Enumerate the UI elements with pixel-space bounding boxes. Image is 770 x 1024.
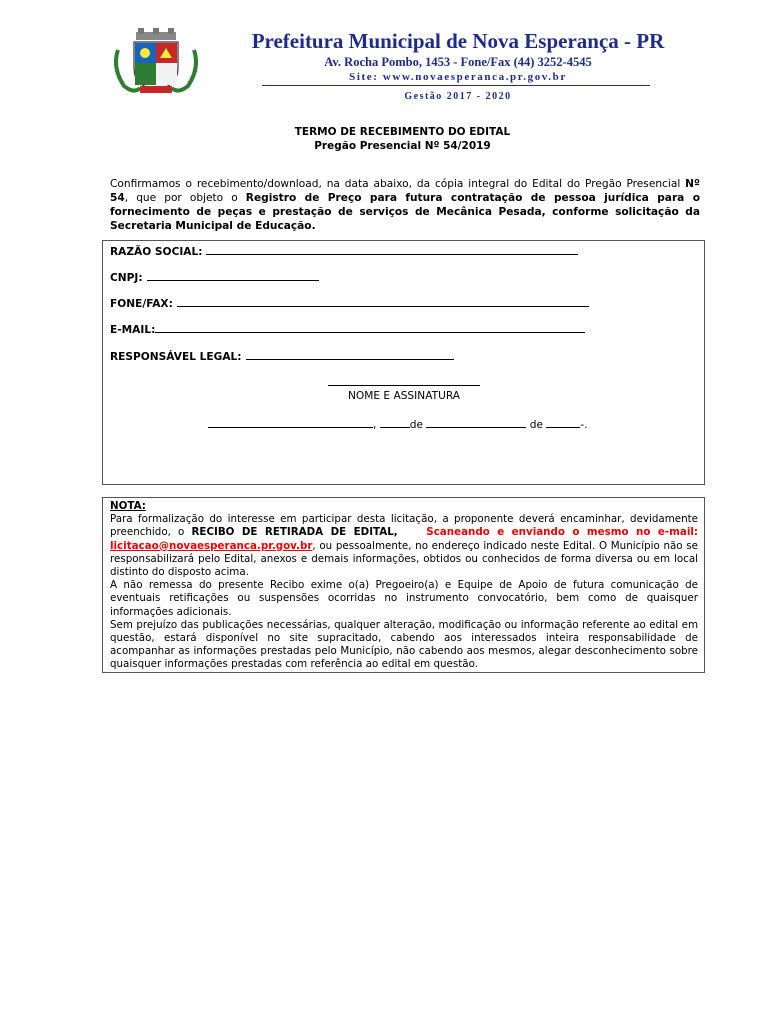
- fone-fax-line[interactable]: [177, 296, 589, 307]
- responsavel-line[interactable]: [246, 349, 454, 360]
- fone-fax-label: FONE/FAX:: [110, 298, 173, 310]
- email-field[interactable]: [110, 322, 585, 336]
- municipality-site: Site: www.novaesperanca.pr.gov.br: [349, 71, 567, 83]
- document-title-block: [100, 125, 705, 153]
- razao-social-line[interactable]: [206, 244, 578, 255]
- date-year-line[interactable]: [546, 417, 580, 428]
- municipality-address: Av. Rocha Pombo, 1453 - Fone/Fax (44) 3252-4545: [324, 55, 592, 69]
- note-paragraph-3: Sem prejuízo das publicações necessárias, qualquer alteração, modificação ou informação referente ao edital em questão, estará disponível no site supracitado, cabendo aos interessados inteira responsabilidade de acompanhar as informações prestadas pelo Município, não cabendo aos mesmos, alegar desconhecimento sobre quaisquer informações prestadas com referência ao edital em questão.: [110, 618, 698, 671]
- note-p1-c: Scaneando e enviando o mesmo no e-mail:: [426, 526, 698, 539]
- fone-fax-field[interactable]: [110, 296, 589, 310]
- note-p1-a: Para formalização do interesse em participar desta licitação, a proponente deverá encaminhar, devidamente preenchido, o: [110, 513, 698, 539]
- intro-text-1: Confirmamos o recebimento/download, na data abaixo, da cópia integral do Edital do Pregão Presencial: [110, 178, 686, 190]
- date-comma: ,: [373, 419, 377, 431]
- intro-text-2: , que por objeto o: [124, 192, 246, 204]
- signature-line[interactable]: [328, 385, 480, 386]
- email-line[interactable]: [155, 322, 585, 333]
- signature-label: NOME E ASSINATURA: [347, 390, 461, 402]
- note-paragraph-1: [110, 513, 698, 579]
- note-text: [110, 500, 698, 672]
- date-month-line[interactable]: [426, 417, 526, 428]
- note-paragraph-2: A não remessa do presente Recibo exime o(a) Pregoeiro(a) e Equipe de Apoio de futura comunicação de eventuais retificações ou suspensões ocorridas no instrumento convocatório, bem como de quaisquer informações adicionais.: [110, 579, 698, 618]
- intro-number: Nº 54: [110, 178, 700, 204]
- date-end: -.: [580, 419, 588, 431]
- cnpj-line[interactable]: [147, 270, 319, 281]
- date-de-2: de: [529, 419, 543, 431]
- email-label: E-MAIL:: [110, 324, 156, 336]
- administration-term: Gestão 2017 - 2020: [404, 91, 512, 102]
- note-p1-b: RECIBO DE RETIRADA DE EDITAL,: [191, 526, 398, 539]
- note-p1-d: , ou pessoalmente, no endereço indicado neste Edital. O Município não se responsabilizará pelo Edital, anexos e demais informações, obtidos ou conhecidos de forma diversa ou em local distinto do disposto acima.: [110, 539, 698, 579]
- razao-social-label: RAZÃO SOCIAL:: [110, 246, 203, 258]
- intro-paragraph: [110, 177, 700, 233]
- note-email-link[interactable]: licitacao@novaesperanca.pr.gov.br: [110, 539, 313, 552]
- date-de-1: de: [409, 419, 423, 431]
- responsavel-label: RESPONSÁVEL LEGAL:: [110, 351, 242, 363]
- note-heading: NOTA:: [110, 500, 146, 512]
- date-city-line[interactable]: [208, 417, 373, 428]
- municipal-coat-of-arms: [110, 28, 202, 96]
- document-subtitle: Pregão Presencial Nº 54/2019: [314, 140, 491, 152]
- municipality-title: Prefeitura Municipal de Nova Esperança - PR: [251, 29, 665, 53]
- cnpj-label: CNPJ:: [110, 272, 143, 284]
- date-row[interactable]: [208, 417, 608, 431]
- responsavel-field[interactable]: [110, 349, 454, 363]
- razao-social-field[interactable]: [110, 244, 578, 258]
- intro-object: Registro de Preço para futura contratação de pessoa jurídica para o fornecimento de peças e prestação de serviços de Mecânica Pesada, conforme solicitação da Secretaria Municipal de Educação.: [110, 192, 700, 232]
- document-title: TERMO DE RECEBIMENTO DO EDITAL: [294, 126, 511, 138]
- header-divider: [262, 85, 650, 86]
- cnpj-field[interactable]: [110, 270, 319, 284]
- date-day-line[interactable]: [380, 417, 410, 428]
